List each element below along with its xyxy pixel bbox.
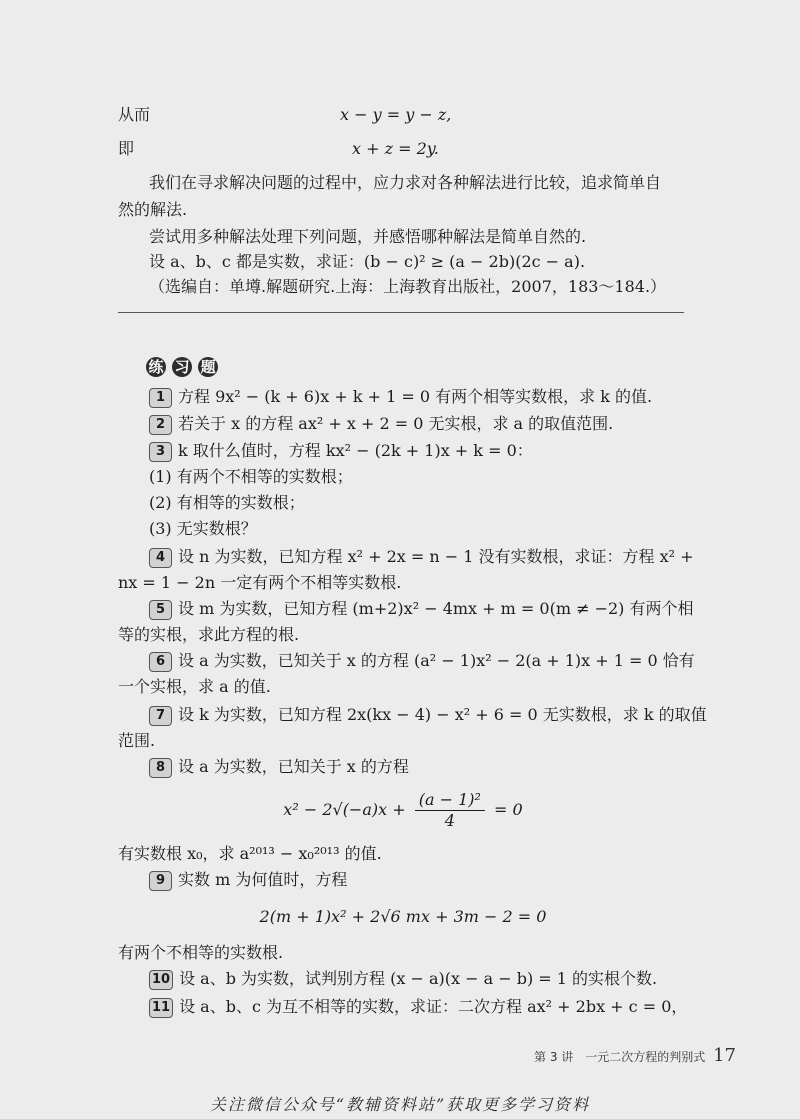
paragraph-line: 设 a、b、c 都是实数，求证：(b − c)² ≥ (a − 2b)(2c − a). [149, 252, 586, 271]
exercise-text: 设 a、b 为实数，试判别方程 (x − a)(x − a − b) = 1 的实根个数. [179, 969, 658, 988]
heading-badge-char: 题 [198, 357, 218, 377]
exercise-text: 设 k 为实数，已知方程 2x(kx − 4) − x² + 6 = 0 无实数根，求 k 的取值 [178, 705, 707, 724]
exercise-number: 3 [149, 442, 172, 462]
exercise-number: 11 [149, 998, 173, 1018]
exercise-text: 实数 m 为何值时，方程 [178, 870, 348, 889]
exercise-item [149, 650, 719, 672]
exercise-number: 10 [149, 970, 173, 990]
exercise-item [149, 869, 719, 891]
equation-right: = 0 [494, 800, 523, 819]
display-equation-8 [118, 788, 688, 832]
exercise-text-continued: 有两个不相等的实数根. [118, 943, 284, 962]
fraction-numerator: (a − 1)² [415, 790, 485, 811]
paragraph-line: 我们在寻求解决问题的过程中，应力求对各种解法进行比较，追求简单自 [149, 173, 662, 192]
row-label: 即 [118, 139, 135, 158]
derivation-row-1 [118, 104, 688, 126]
equation-left: x² − 2√(−a)x + [283, 800, 406, 819]
exercise-item [149, 440, 719, 462]
watermark-text: 关注微信公众号“教辅资料站”获取更多学习资料 [209, 1095, 591, 1114]
exercise-number: 9 [149, 871, 172, 891]
exercise-item [149, 546, 719, 568]
equation: x − y = y − z, [340, 105, 452, 124]
exercise-subpart: (2) 有相等的实数根； [149, 493, 305, 512]
exercise-item [149, 386, 719, 408]
exercise-number: 2 [149, 415, 172, 435]
derivation-row-2 [118, 138, 688, 160]
fraction-denominator: 4 [444, 811, 455, 830]
fraction [415, 790, 485, 831]
exercise-number: 4 [149, 548, 172, 568]
equation: x + z = 2y. [352, 139, 439, 158]
exercise-item [149, 756, 719, 778]
exercises-heading [146, 356, 716, 378]
exercise-number: 8 [149, 758, 172, 778]
heading-badge-char: 练 [146, 357, 166, 377]
display-equation-9: 2(m + 1)x² + 2√6 mx + 3m − 2 = 0 [259, 907, 547, 926]
page-number: 17 [713, 1045, 736, 1066]
exercise-text: 设 a 为实数，已知关于 x 的方程 (a² − 1)x² − 2(a + 1)x + 1 = 0 恰有 [178, 651, 695, 670]
paragraph-line: 尝试用多种解法处理下列问题，并感悟哪种解法是简单自然的. [149, 227, 587, 246]
exercise-subpart: (1) 有两个不相等的实数根； [149, 467, 353, 486]
exercise-text: 方程 9x² − (k + 6)x + k + 1 = 0 有两个相等实数根，求 k 的值. [178, 387, 653, 406]
exercise-text: 设 n 为实数，已知方程 x² + 2x = n − 1 没有实数根，求证：方程 x² + [178, 547, 694, 566]
exercise-item [149, 598, 719, 620]
exercise-number: 1 [149, 388, 172, 408]
exercise-text-continued: 有实数根 x₀，求 a²⁰¹³ − x₀²⁰¹³ 的值. [118, 844, 382, 863]
exercise-text: k 取什么值时，方程 kx² − (2k + 1)x + k = 0： [178, 441, 533, 460]
heading-badge-char: 习 [172, 357, 192, 377]
source-citation: （选编自：单墫.解题研究.上海：上海教育出版社，2007，183～184.） [149, 277, 667, 296]
exercise-text: 设 a 为实数，已知关于 x 的方程 [178, 757, 409, 776]
exercise-subpart: (3) 无实数根？ [149, 519, 257, 538]
exercise-item [149, 704, 719, 726]
chapter-title: 第 3 讲 一元二次方程的判别式 [534, 1050, 706, 1064]
exercise-number: 7 [149, 706, 172, 726]
row-label: 从而 [118, 105, 151, 124]
exercise-text-continued: 等的实根，求此方程的根. [118, 625, 300, 644]
section-divider [118, 312, 684, 313]
page-footer [534, 1045, 736, 1066]
exercise-number: 5 [149, 600, 172, 620]
exercise-item [149, 968, 719, 990]
exercise-text-continued: nx = 1 − 2n 一定有两个不相等实数根. [118, 573, 402, 592]
exercise-text-continued: 一个实根，求 a 的值. [118, 677, 271, 696]
exercise-item [149, 413, 719, 435]
exercise-number: 6 [149, 652, 172, 672]
exercise-item [149, 996, 719, 1018]
exercise-text-continued: 范围. [118, 731, 156, 750]
exercise-text: 若关于 x 的方程 ax² + x + 2 = 0 无实根，求 a 的取值范围. [178, 414, 614, 433]
exercise-text: 设 a、b、c 为互不相等的实数，求证：二次方程 ax² + 2bx + c = 0， [179, 997, 688, 1016]
paragraph-line: 然的解法. [118, 200, 188, 219]
exercise-text: 设 m 为实数，已知方程 (m+2)x² − 4mx + m = 0(m ≠ −2) 有两个相 [178, 599, 694, 618]
